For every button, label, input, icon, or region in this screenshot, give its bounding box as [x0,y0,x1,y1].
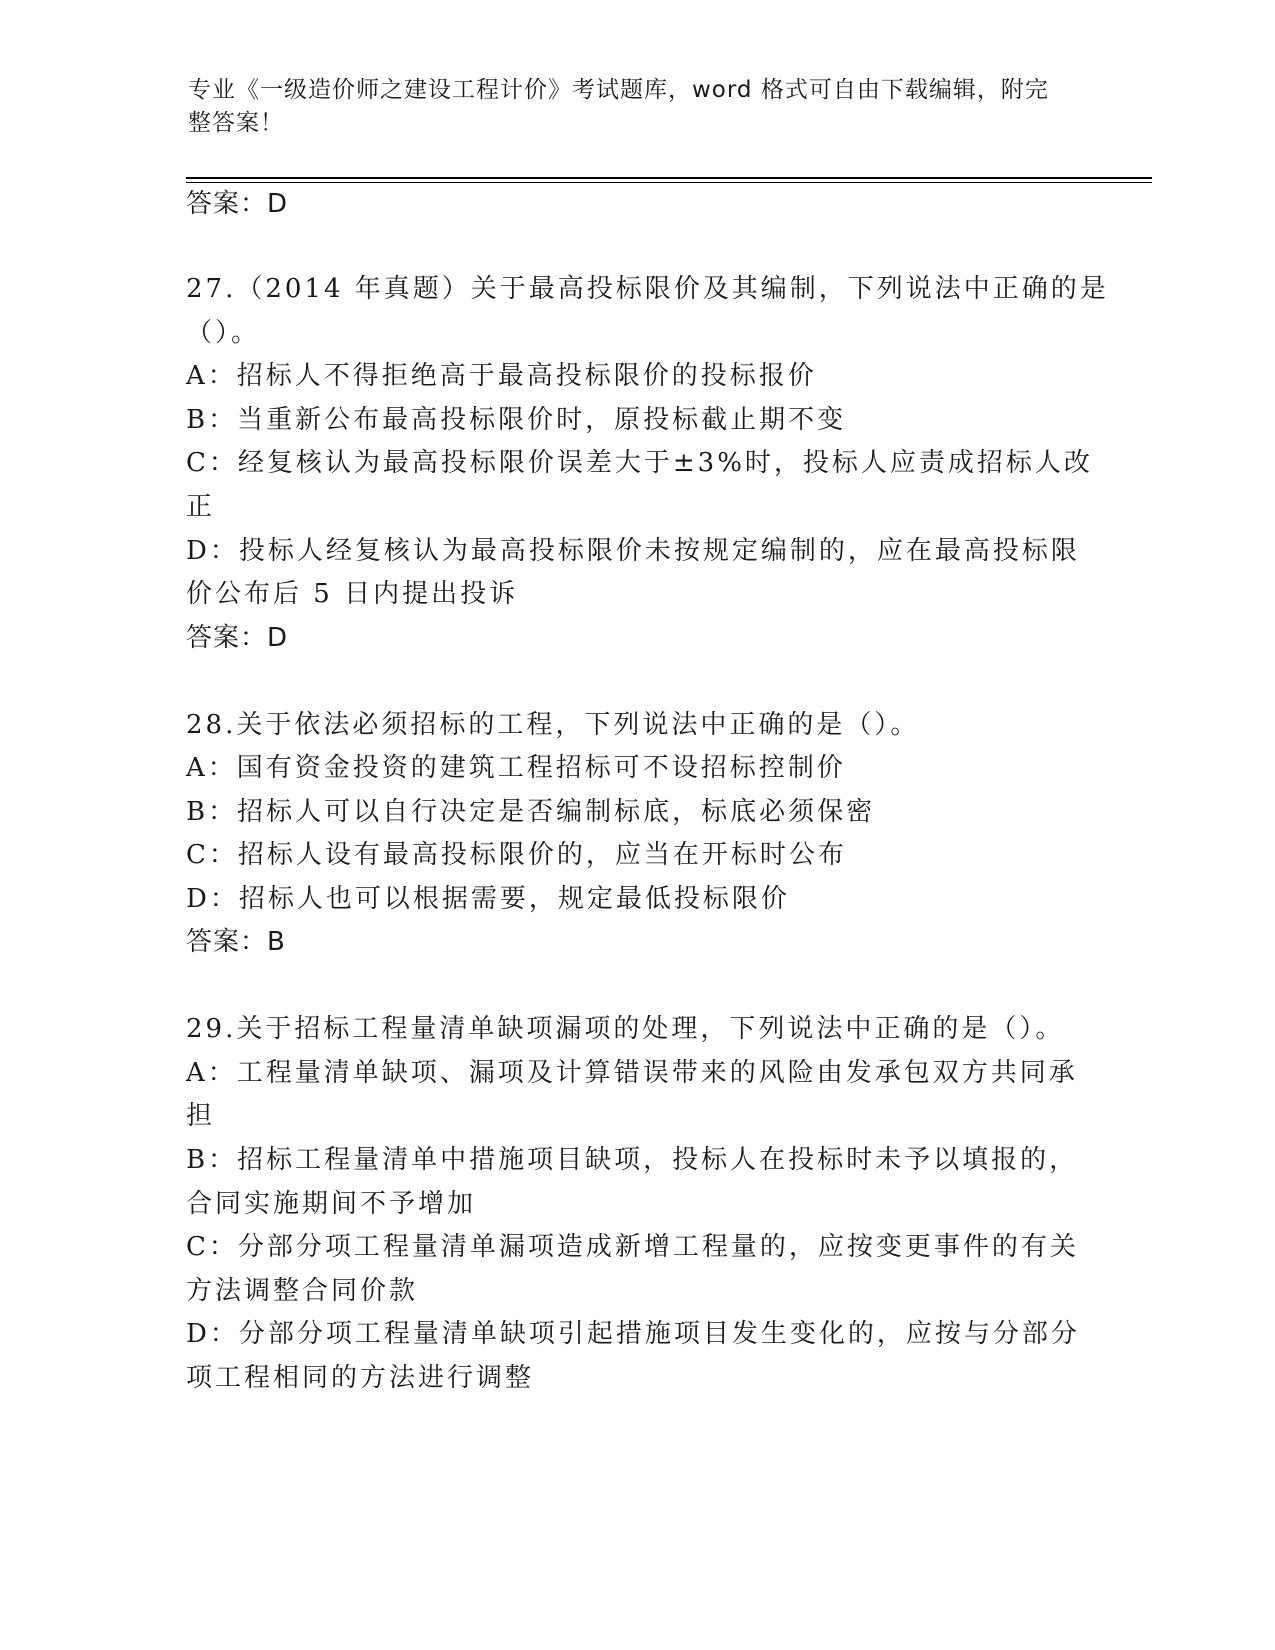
question-28-option-c: C：招标人设有最高投标限价的，应当在开标时公布 [186,840,847,870]
answer-line: 答案：D [186,623,289,653]
question-29-option-b: B：招标工程量清单中措施项目缺项，投标人在投标时未予以填报的， [186,1145,1079,1175]
page-header [188,74,1088,140]
question-29-option-a: A：工程量清单缺项、漏项及计算错误带来的风险由发承包双方共同承 [186,1058,1078,1088]
question-29-option-a-cont: 担 [186,1101,216,1131]
question-29-stem: 29.关于招标工程量清单缺项漏项的处理，下列说法中正确的是（）。 [186,1014,1065,1044]
question-27-option-c: C：经复核认为最高投标限价误差大于±3%时，投标人应责成招标人改 [186,448,1093,478]
question-28-option-a: A：国有资金投资的建筑工程招标可不设招标控制价 [186,753,846,783]
question-28-option-d: D：招标人也可以根据需要，规定最低投标限价 [186,884,790,914]
question-27-option-d: D：投标人经复核认为最高投标限价未按规定编制的，应在最高投标限 [186,536,1080,566]
question-27-option-c-cont: 正 [186,492,216,522]
question-27-option-d-cont: 价公布后 5 日内提出投诉 [186,579,519,609]
header-line-1: 专业《一级造价师之建设工程计价》考试题库，word 格式可自由下载编辑，附完 [188,77,1049,103]
header-divider-thick [186,177,1152,179]
question-27-option-a: A：招标人不得拒绝高于最高投标限价的投标报价 [186,361,817,391]
question-27-stem: 27.（2014 年真题）关于最高投标限价及其编制，下列说法中正确的是 [186,274,1109,304]
header-divider-thin [186,182,1152,183]
question-28-stem: 28.关于依法必须招标的工程，下列说法中正确的是（）。 [186,710,920,740]
answer-line: 答案：B [186,927,286,957]
header-line-2: 整答案！ [188,110,284,136]
question-29-option-d-cont: 项工程相同的方法进行调整 [186,1363,535,1393]
question-27-stem-cont: （）。 [186,318,261,348]
question-29-option-c: C：分部分项工程量清单漏项造成新增工程量的，应按变更事件的有关 [186,1232,1079,1262]
answer-line: 答案：D [186,189,289,219]
question-28-option-b: B：招标人可以自行决定是否编制标底，标底必须保密 [186,797,876,827]
question-29-option-c-cont: 方法调整合同价款 [186,1276,419,1306]
question-27-option-b: B：当重新公布最高投标限价时，原投标截止期不变 [186,405,847,435]
question-29-option-b-cont: 合同实施期间不予增加 [186,1189,477,1219]
question-29-option-d: D：分部分项工程量清单缺项引起措施项目发生变化的，应按与分部分 [186,1319,1080,1349]
